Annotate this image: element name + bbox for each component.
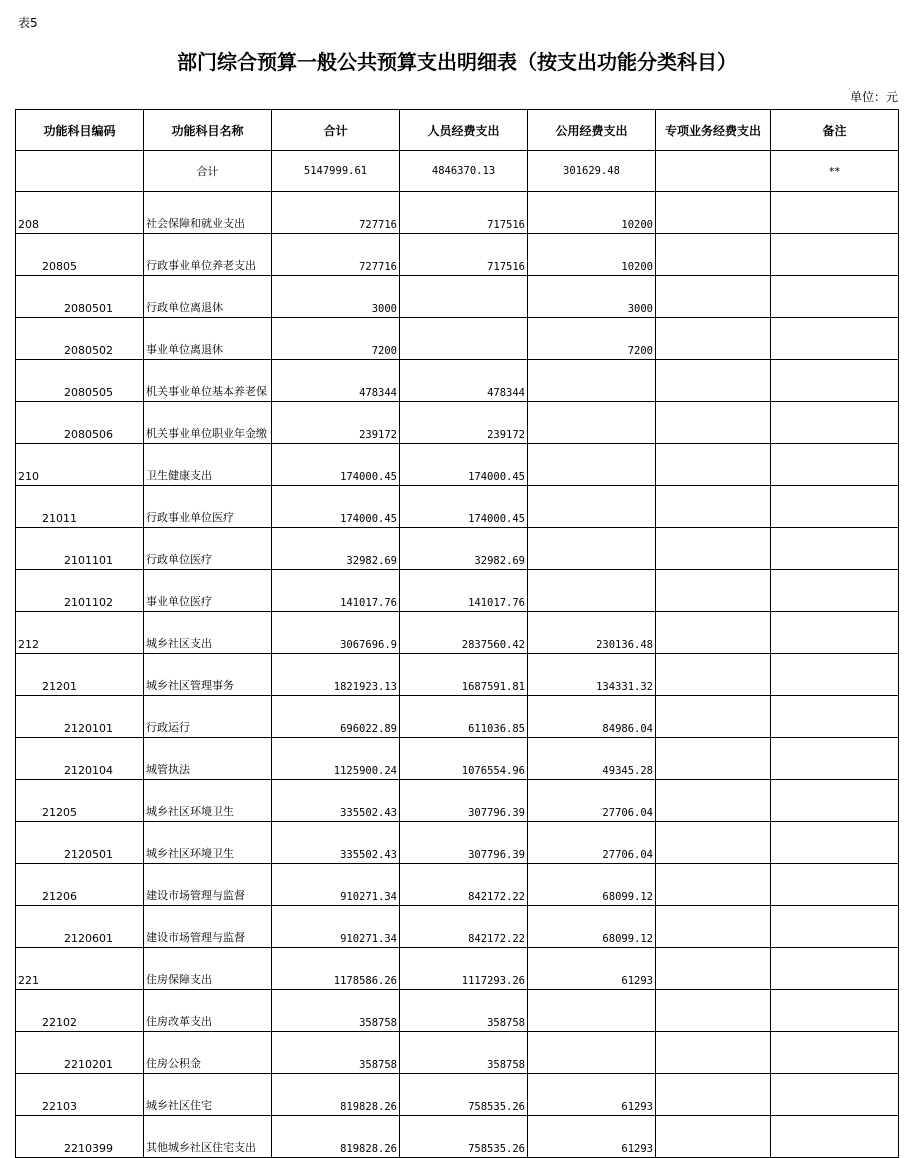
public-cell: 61293 [528,1074,656,1116]
personnel-cell [400,276,528,318]
table-row [16,234,899,276]
public-cell [528,1032,656,1074]
special-cell [656,276,771,318]
total-cell: 7200 [272,318,400,360]
total-cell: 727716 [272,234,400,276]
note-cell [771,486,899,528]
personnel-cell [400,318,528,360]
public-cell: 68099.12 [528,906,656,948]
public-cell: 3000 [528,276,656,318]
personnel-cell: 358758 [400,990,528,1032]
header-code: 功能科目编码 [16,110,144,151]
name-cell: 城乡社区支出 [144,612,272,654]
special-cell [656,738,771,780]
table-row [16,570,899,612]
name-cell: 行政单位离退休 [144,276,272,318]
code-cell: 212 [16,612,144,654]
special-cell [656,864,771,906]
table-row [16,612,899,654]
personnel-cell: 842172.22 [400,906,528,948]
special-cell [656,486,771,528]
note-cell [771,360,899,402]
code-cell: 2210201 [16,1032,144,1074]
name-cell: 城乡社区管理事务 [144,654,272,696]
code-cell: 2120601 [16,906,144,948]
code-cell: 22102 [16,990,144,1032]
table-row [16,360,899,402]
public-cell: 27706.04 [528,780,656,822]
code-cell: 2120104 [16,738,144,780]
total-cell: 1178586.26 [272,948,400,990]
table-row [16,948,899,990]
header-special: 专项业务经费支出 [656,110,771,151]
note-cell [771,990,899,1032]
name-cell: 行政事业单位医疗 [144,486,272,528]
note-cell [771,948,899,990]
note-cell [771,192,899,234]
code-cell: 2120501 [16,822,144,864]
table-row [16,444,899,486]
public-cell [528,444,656,486]
name-cell: 城管执法 [144,738,272,780]
code-cell: 20805 [16,234,144,276]
special-cell [656,234,771,276]
note-cell [771,276,899,318]
total-cell: 3067696.9 [272,612,400,654]
code-cell: 2080505 [16,360,144,402]
special-cell [656,906,771,948]
table-number: 表5 [18,16,38,30]
total-cell: 358758 [272,1032,400,1074]
public-cell: 230136.48 [528,612,656,654]
code-cell: 2080502 [16,318,144,360]
personnel-cell: 307796.39 [400,822,528,864]
special-cell [656,192,771,234]
personnel-cell: 611036.85 [400,696,528,738]
total-cell: 819828.26 [272,1074,400,1116]
personnel-cell: 1076554.96 [400,738,528,780]
note-cell [771,234,899,276]
special-cell [656,360,771,402]
note-cell [771,864,899,906]
total-cell: 696022.89 [272,696,400,738]
code-cell: 21201 [16,654,144,696]
public-cell: 7200 [528,318,656,360]
total-cell: 358758 [272,990,400,1032]
name-cell: 其他城乡社区住宅支出 [144,1116,272,1158]
public-cell: 134331.32 [528,654,656,696]
personnel-cell: 717516 [400,234,528,276]
total-cell: 910271.34 [272,864,400,906]
table-row [16,192,899,234]
name-cell: 城乡社区环境卫生 [144,780,272,822]
page-title: 部门综合预算一般公共预算支出明细表（按支出功能分类科目） [177,50,737,74]
name-cell: 建设市场管理与监督 [144,906,272,948]
total-note-cell: ** [771,151,899,192]
note-cell [771,1032,899,1074]
total-cell: 335502.43 [272,822,400,864]
table-row [16,864,899,906]
code-cell: 221 [16,948,144,990]
note-cell [771,1074,899,1116]
table-row [16,1032,899,1074]
public-cell: 10200 [528,234,656,276]
total-special-cell [656,151,771,192]
budget-table [15,109,899,1158]
public-cell [528,360,656,402]
table-row [16,276,899,318]
name-cell: 事业单位离退休 [144,318,272,360]
name-cell: 建设市场管理与监督 [144,864,272,906]
personnel-cell: 758535.26 [400,1116,528,1158]
special-cell [656,318,771,360]
note-cell [771,780,899,822]
note-cell [771,402,899,444]
total-name-cell: 合计 [144,151,272,192]
special-cell [656,696,771,738]
special-cell [656,570,771,612]
code-cell: 2080501 [16,276,144,318]
table-row [16,906,899,948]
personnel-cell: 239172 [400,402,528,444]
header-note: 备注 [771,110,899,151]
header-total: 合计 [272,110,400,151]
public-cell: 61293 [528,1116,656,1158]
total-cell: 819828.26 [272,1116,400,1158]
special-cell [656,1032,771,1074]
code-cell: 208 [16,192,144,234]
personnel-cell: 358758 [400,1032,528,1074]
table-row [16,318,899,360]
code-cell: 2210399 [16,1116,144,1158]
personnel-cell: 1687591.81 [400,654,528,696]
total-cell: 335502.43 [272,780,400,822]
special-cell [656,444,771,486]
note-cell [771,570,899,612]
table-row [16,528,899,570]
name-cell: 城乡社区住宅 [144,1074,272,1116]
personnel-cell: 174000.45 [400,444,528,486]
total-cell: 1125900.24 [272,738,400,780]
special-cell [656,654,771,696]
name-cell: 卫生健康支出 [144,444,272,486]
total-amount-cell: 5147999.61 [272,151,400,192]
public-cell: 84986.04 [528,696,656,738]
special-cell [656,612,771,654]
note-cell [771,738,899,780]
special-cell [656,528,771,570]
table-row [16,822,899,864]
total-row [16,151,899,192]
table-row [16,780,899,822]
total-cell: 478344 [272,360,400,402]
personnel-cell: 174000.45 [400,486,528,528]
public-cell: 68099.12 [528,864,656,906]
header-personnel: 人员经费支出 [400,110,528,151]
total-cell: 174000.45 [272,444,400,486]
public-cell: 27706.04 [528,822,656,864]
note-cell [771,528,899,570]
name-cell: 事业单位医疗 [144,570,272,612]
special-cell [656,948,771,990]
note-cell [771,444,899,486]
code-cell: 22103 [16,1074,144,1116]
unit-label: 单位：元 [849,90,898,104]
name-cell: 住房公积金 [144,1032,272,1074]
name-cell: 行政运行 [144,696,272,738]
total-cell: 1821923.13 [272,654,400,696]
code-cell: 2101101 [16,528,144,570]
personnel-cell: 141017.76 [400,570,528,612]
personnel-cell: 717516 [400,192,528,234]
personnel-cell: 307796.39 [400,780,528,822]
header-row [16,110,899,151]
personnel-cell: 32982.69 [400,528,528,570]
code-cell: 2080506 [16,402,144,444]
total-cell: 141017.76 [272,570,400,612]
header-name: 功能科目名称 [144,110,272,151]
name-cell: 行政事业单位养老支出 [144,234,272,276]
note-cell [771,654,899,696]
note-cell [771,822,899,864]
code-cell: 2101102 [16,570,144,612]
table-row [16,696,899,738]
table-row [16,486,899,528]
special-cell [656,822,771,864]
table-row [16,402,899,444]
table-row [16,738,899,780]
public-cell [528,402,656,444]
total-cell: 910271.34 [272,906,400,948]
name-cell: 机关事业单位基本养老保 [144,360,272,402]
personnel-cell: 758535.26 [400,1074,528,1116]
name-cell: 机关事业单位职业年金缴 [144,402,272,444]
code-cell: 21011 [16,486,144,528]
code-cell: 21206 [16,864,144,906]
special-cell [656,990,771,1032]
total-cell: 727716 [272,192,400,234]
note-cell [771,1116,899,1158]
special-cell [656,1074,771,1116]
header-public: 公用经费支出 [528,110,656,151]
personnel-cell: 2837560.42 [400,612,528,654]
public-cell: 10200 [528,192,656,234]
total-public-cell: 301629.48 [528,151,656,192]
personnel-cell: 478344 [400,360,528,402]
public-cell [528,528,656,570]
total-cell: 3000 [272,276,400,318]
code-cell: 2120101 [16,696,144,738]
table-row [16,654,899,696]
name-cell: 社会保障和就业支出 [144,192,272,234]
special-cell [656,1116,771,1158]
code-cell: 210 [16,444,144,486]
note-cell [771,318,899,360]
table-row [16,1074,899,1116]
public-cell: 61293 [528,948,656,990]
name-cell: 住房改革支出 [144,990,272,1032]
total-cell: 239172 [272,402,400,444]
name-cell: 行政单位医疗 [144,528,272,570]
table-row [16,990,899,1032]
special-cell [656,780,771,822]
public-cell [528,990,656,1032]
total-cell: 174000.45 [272,486,400,528]
note-cell [771,696,899,738]
special-cell [656,402,771,444]
personnel-cell: 842172.22 [400,864,528,906]
public-cell [528,570,656,612]
name-cell: 住房保障支出 [144,948,272,990]
total-cell: 32982.69 [272,528,400,570]
code-cell: 21205 [16,780,144,822]
name-cell: 城乡社区环境卫生 [144,822,272,864]
total-code-cell [16,151,144,192]
public-cell [528,486,656,528]
note-cell [771,906,899,948]
note-cell [771,612,899,654]
table-row [16,1116,899,1158]
total-personnel-cell: 4846370.13 [400,151,528,192]
personnel-cell: 1117293.26 [400,948,528,990]
public-cell: 49345.28 [528,738,656,780]
